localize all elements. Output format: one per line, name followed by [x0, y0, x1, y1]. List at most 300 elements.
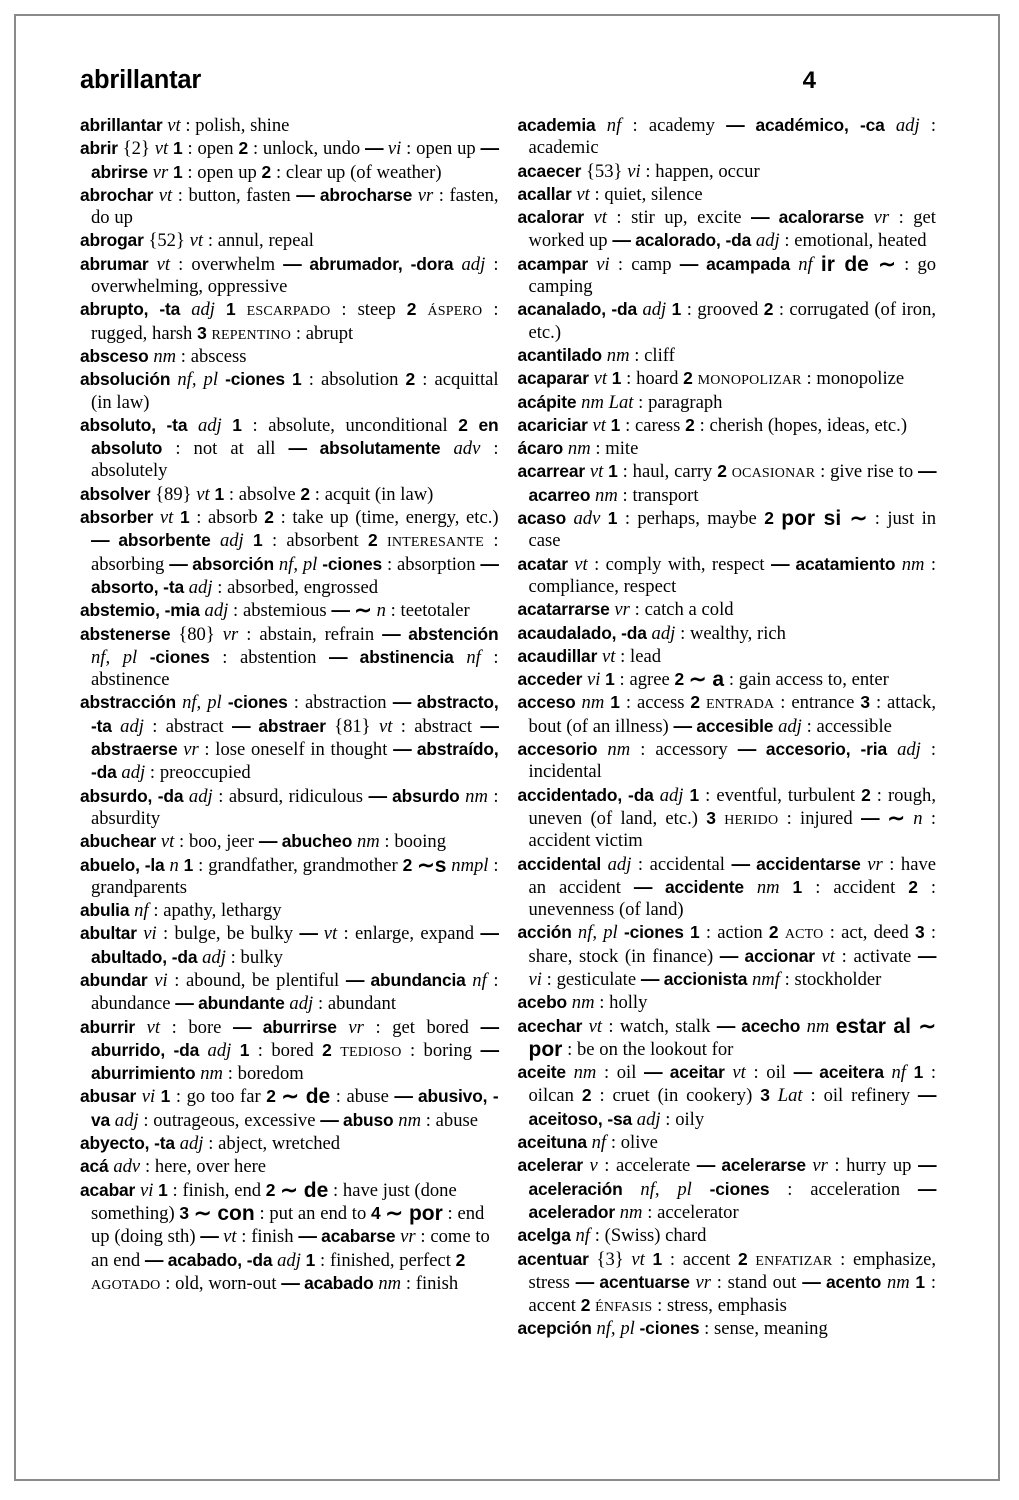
entry-token-num: 2	[264, 507, 274, 528]
entry-token-hw: acariciar	[517, 414, 588, 435]
entry-token-num: 2	[764, 508, 774, 529]
entry-token-plain: : gesticulate	[546, 968, 637, 990]
entry-token-pos: n	[913, 807, 923, 829]
entry-token-num: 2	[717, 461, 727, 482]
entry-token-plain: : stress, emphasis	[657, 1295, 787, 1317]
entry-token-hw: abrumador, -dora	[309, 253, 454, 274]
entry-token-pos: nm	[581, 692, 605, 714]
entry-token-hw: abrumar	[80, 253, 149, 274]
dictionary-entry[interactable]	[518, 691, 937, 738]
entry-token-plain: : camp	[617, 253, 672, 275]
dictionary-entry[interactable]	[518, 114, 937, 160]
entry-token-hw: acantilado	[517, 344, 603, 365]
entry-token-pos: nf, pl	[596, 1318, 635, 1340]
dictionary-entry[interactable]	[518, 367, 937, 390]
entry-token-plain: : compliance, respect	[528, 553, 937, 597]
entry-token-dash: —	[175, 992, 194, 1014]
dictionary-column-right	[518, 114, 937, 1341]
entry-token-plain: : open up	[406, 138, 476, 160]
entry-token-pos: nm	[398, 1109, 421, 1131]
entry-token-swungbold: ∼ de	[281, 1085, 331, 1109]
entry-token-num: 1	[605, 669, 615, 690]
entry-token-swung: ∼	[354, 599, 372, 623]
dictionary-entry[interactable]	[80, 623, 499, 692]
entry-token-hw: absurdo, -da	[80, 785, 184, 806]
entry-token-conj: {52}	[148, 230, 185, 252]
dictionary-entry[interactable]	[80, 854, 499, 900]
entry-token-plain: : grandparents	[91, 854, 499, 898]
entry-token-dash: —	[917, 1177, 937, 1199]
dictionary-entry[interactable]	[518, 1131, 937, 1154]
entry-token-pos: vt	[588, 1015, 602, 1037]
entry-token-pos: vt	[592, 414, 606, 436]
entry-token-swungbold: estar al ∼ por	[528, 1014, 937, 1061]
entry-token-sc: herido	[724, 807, 779, 829]
entry-token-dash: —	[480, 137, 499, 159]
dictionary-entry[interactable]	[80, 506, 499, 599]
entry-token-plain: : teetotaler	[390, 600, 470, 622]
entry-token-hw: aceituna	[517, 1132, 587, 1153]
entry-token-plain: : unevenness (of land)	[528, 876, 937, 921]
dictionary-entry[interactable]	[518, 1154, 937, 1224]
dictionary-entry[interactable]	[80, 899, 499, 922]
entry-token-hw: -ciones	[709, 1178, 770, 1199]
entry-token-num: 2	[690, 692, 701, 713]
entry-token-hw: ácaro	[517, 438, 564, 459]
entry-token-pos: adj	[778, 715, 802, 737]
entry-token-hw: acelerarse	[721, 1155, 806, 1176]
entry-token-pos: adj	[607, 853, 632, 875]
entry-token-sc: monopolizar	[697, 368, 802, 390]
entry-token-pos: adj	[659, 784, 684, 806]
entry-token-plain: : accessory	[640, 739, 728, 761]
entry-token-hw: abuelo, -la	[80, 854, 165, 875]
entry-token-plain: : abject, wretched	[208, 1133, 341, 1155]
entry-token-plain: : oil	[753, 1062, 786, 1084]
entry-token-pos: nf	[798, 253, 813, 275]
entry-token-pos: nm	[573, 1062, 597, 1084]
entry-token-dash: —	[917, 1084, 937, 1106]
entry-token-pos: vi	[596, 253, 610, 275]
entry-token-plain: : abrupt	[295, 322, 354, 344]
entry-token-pos: vi	[586, 669, 601, 691]
entry-token-pos: n	[169, 854, 179, 876]
entry-token-plain: : eventful, turbulent	[705, 784, 856, 806]
entry-token-plain: : accelerator	[647, 1201, 739, 1223]
entry-token-num: 2	[455, 1249, 466, 1270]
entry-token-plain: : comply with, respect	[594, 553, 765, 575]
entry-token-pos: vt	[158, 184, 173, 206]
entry-token-plain: : outrageous, excessive	[143, 1109, 316, 1131]
dictionary-entry[interactable]	[518, 668, 937, 691]
entry-token-num: 1	[690, 922, 700, 943]
dictionary-entry[interactable]	[518, 391, 937, 414]
entry-token-plain: : finished, perfect	[320, 1249, 451, 1271]
entry-token-pos: nf	[575, 1225, 590, 1247]
entry-token-plain: : transport	[622, 484, 699, 506]
dictionary-entry[interactable]	[80, 483, 499, 506]
entry-token-dash: —	[737, 738, 756, 760]
entry-token-hw: acabar	[80, 1179, 136, 1200]
entry-token-hw: académico, -ca	[755, 115, 885, 135]
entry-token-hw: abusar	[80, 1086, 137, 1107]
entry-token-dash: —	[480, 1015, 499, 1037]
entry-token-hw: abusivo, -va	[91, 1086, 499, 1130]
entry-token-plain: : absorb	[196, 507, 258, 529]
entry-token-hw: accidental	[517, 853, 602, 874]
entry-token-num: 1	[915, 1271, 926, 1292]
entry-token-hw: abundar	[80, 969, 148, 990]
entry-token-dash: —	[716, 1014, 735, 1036]
entry-token-plain: : oil refinery	[810, 1085, 910, 1107]
dictionary-entry[interactable]	[518, 183, 937, 206]
dictionary-entry[interactable]	[80, 298, 499, 345]
entry-token-hw: acabado	[304, 1272, 374, 1293]
entry-token-hw: acechar	[517, 1015, 583, 1036]
entry-token-sc: interesante	[386, 530, 485, 552]
entry-token-swungbold: ∼s	[417, 853, 447, 877]
entry-token-plain: : stir up, excite	[616, 207, 742, 229]
dictionary-entry[interactable]	[518, 1317, 937, 1340]
entry-token-swung: ∼	[887, 806, 905, 830]
entry-token-plain: : abstract	[400, 715, 473, 737]
entry-token-hw: acaparar	[517, 368, 589, 389]
entry-token-swungbold: ∼ a	[688, 668, 725, 692]
dictionary-entry[interactable]	[518, 160, 937, 183]
entry-token-num: 4	[371, 1202, 381, 1223]
entry-token-pos: vt	[576, 183, 590, 205]
entry-token-hw: academia	[517, 115, 596, 135]
entry-token-pos: v	[589, 1155, 598, 1177]
entry-token-pos: nf	[472, 969, 487, 991]
entry-token-plain: : cruet (in cookery)	[599, 1085, 753, 1107]
entry-token-num: 2	[261, 161, 272, 182]
entry-token-num: 2	[405, 369, 416, 390]
entry-token-sc: enfatizar	[755, 1248, 833, 1270]
entry-token-plain: : abstain, refrain	[246, 623, 375, 645]
entry-token-plain: : bulky	[230, 946, 283, 968]
entry-token-pos: vi	[528, 968, 542, 990]
entry-token-plain: : grandfather, grandmother	[198, 854, 398, 876]
entry-token-dash: —	[612, 229, 631, 251]
entry-token-plain: : stand out	[716, 1271, 797, 1293]
entry-token-num: 2	[580, 1295, 591, 1316]
dictionary-entry[interactable]	[518, 1248, 937, 1318]
entry-token-plain: : act, deed	[829, 922, 909, 944]
dictionary-entry[interactable]	[518, 344, 937, 367]
entry-token-pos: nm	[567, 438, 591, 460]
dictionary-entry[interactable]	[518, 784, 937, 853]
entry-token-dash: —	[731, 852, 750, 874]
entry-token-plain: : lead	[620, 645, 662, 667]
entry-token-num: 3	[914, 922, 925, 943]
entry-token-num: 2	[581, 1085, 592, 1106]
entry-token-dash: —	[328, 645, 348, 667]
entry-token-num: 2	[300, 483, 311, 504]
entry-token-pos: vr	[873, 207, 890, 229]
entry-token-plain: : oily	[665, 1108, 705, 1130]
entry-token-pos: vt	[196, 483, 210, 505]
dictionary-entry[interactable]	[80, 1016, 499, 1086]
entry-token-dash: —	[917, 944, 936, 966]
entry-token-plain: : sense, meaning	[704, 1318, 828, 1340]
entry-token-plain: : overwhelming, oppressive	[91, 253, 499, 298]
dictionary-entry[interactable]	[518, 645, 937, 668]
entry-token-num: 3	[860, 692, 870, 713]
entry-token-plain: : overwhelm	[178, 253, 276, 275]
entry-token-pos: vt	[189, 230, 204, 252]
entry-token-hw: acarreo	[528, 484, 591, 505]
entry-token-dash: —	[861, 806, 880, 828]
entry-token-pos: adj	[461, 253, 486, 275]
entry-token-plain: : gain access to, enter	[728, 669, 889, 691]
dictionary-entry[interactable]	[518, 738, 937, 784]
running-head-word: abrillantar	[80, 66, 202, 94]
entry-token-dash: —	[480, 922, 499, 944]
entry-token-pos: nm	[886, 1271, 910, 1293]
entry-token-hw: acción	[517, 922, 572, 943]
entry-token-hw: absolver	[80, 483, 151, 504]
entry-token-pos: vr	[417, 184, 434, 206]
entry-token-hw: acaecer	[517, 160, 582, 181]
entry-token-plain: : just in case	[528, 508, 937, 552]
entry-token-num: 1	[225, 299, 236, 320]
entry-token-pos: adj	[895, 115, 920, 136]
entry-token-num: 1	[160, 1086, 171, 1107]
entry-token-pos: vt	[821, 945, 835, 967]
dictionary-entry[interactable]	[80, 345, 499, 368]
dictionary-entry[interactable]	[80, 830, 499, 853]
entry-token-num: 1	[183, 854, 194, 875]
entry-token-pos: vi	[141, 1086, 156, 1108]
entry-token-pos: vi	[627, 160, 641, 182]
entry-token-pos: vt	[160, 831, 175, 853]
entry-token-hw: abrupto, -ta	[80, 299, 181, 320]
dictionary-entry[interactable]	[518, 1061, 937, 1131]
entry-token-plain: : preoccupied	[149, 762, 251, 784]
dictionary-entry[interactable]	[518, 853, 937, 922]
entry-token-hw: -ciones	[623, 922, 684, 943]
dictionary-entry[interactable]	[80, 969, 499, 1016]
entry-token-pos: adj	[897, 739, 921, 761]
entry-token-hw: acaudalado, -da	[517, 622, 647, 643]
entry-token-hw: abstemio, -mia	[80, 600, 200, 621]
entry-token-num: 1	[611, 368, 622, 389]
dictionary-entry[interactable]	[80, 114, 499, 137]
entry-token-dash: —	[258, 830, 277, 852]
entry-token-plain: : academy	[632, 115, 715, 136]
entry-token-hw: acabado, -da	[167, 1249, 273, 1270]
entry-token-num: 2	[458, 414, 468, 435]
entry-token-num: 2	[322, 1039, 332, 1060]
entry-token-pos: vt	[589, 461, 604, 483]
entry-token-hw: aceleración	[528, 1178, 623, 1199]
entry-token-pos: vt	[378, 715, 393, 737]
entry-token-plain: : open up	[187, 161, 257, 183]
entry-token-pos: nm	[200, 1063, 223, 1085]
entry-token-num: 2	[406, 299, 417, 320]
entry-token-pos: vr	[222, 623, 239, 645]
dictionary-entry[interactable]	[518, 507, 937, 553]
dictionary-entry[interactable]	[80, 1155, 499, 1178]
entry-token-conj: {3}	[596, 1248, 624, 1270]
entry-token-num: 2	[368, 530, 378, 551]
dictionary-entry[interactable]	[80, 137, 499, 184]
entry-token-hw: abrir	[80, 138, 118, 159]
entry-token-pos: nm	[619, 1201, 643, 1223]
dictionary-entry[interactable]	[518, 460, 937, 507]
entry-token-plain: : cliff	[634, 344, 675, 366]
entry-token-pos: adj	[289, 993, 314, 1015]
dictionary-entry[interactable]	[518, 1224, 937, 1247]
entry-token-dash: —	[200, 1225, 219, 1247]
entry-token-conj: {89}	[155, 483, 192, 505]
entry-token-hw: aceitar	[669, 1062, 725, 1083]
entry-token-plain: : oilcan	[528, 1062, 937, 1107]
entry-token-pos: adj	[197, 414, 222, 436]
entry-token-hw: abstinencia	[359, 646, 454, 667]
dictionary-entry[interactable]	[518, 298, 937, 344]
entry-token-pos: vi	[139, 1179, 154, 1201]
entry-token-hw: acampada	[706, 253, 790, 274]
entry-token-dash: —	[91, 529, 110, 551]
entry-token-plain: : olive	[610, 1132, 658, 1154]
entry-token-pos: vt	[156, 253, 171, 275]
entry-token-dash: —	[296, 183, 315, 205]
entry-token-hw: acatamiento	[795, 553, 896, 574]
entry-token-dash: —	[770, 552, 790, 574]
entry-token-hw: abyecto, -ta	[80, 1133, 175, 1154]
entry-token-plain: : boredom	[227, 1063, 304, 1085]
entry-token-hw: acallar	[517, 183, 572, 204]
entry-token-pos: nmpl	[451, 854, 489, 876]
entry-token-hw: absolutamente	[319, 438, 441, 459]
entry-token-pos: adj	[114, 1109, 139, 1131]
entry-token-num: 2	[238, 138, 249, 159]
entry-token-pos: adj	[204, 600, 229, 622]
entry-token-pos: adj	[651, 622, 676, 644]
entry-token-dash: —	[281, 1271, 300, 1293]
entry-token-dash: —	[480, 1038, 499, 1060]
entry-token-plain: : unlock, undo	[252, 138, 361, 160]
entry-token-hw: acepción	[517, 1318, 592, 1339]
entry-token-plain: : go camping	[528, 253, 937, 298]
entry-token-dash: —	[298, 1225, 317, 1247]
entry-token-pos: nm	[356, 831, 380, 853]
entry-token-plain: : haul, carry	[622, 461, 713, 483]
dictionary-entry[interactable]	[518, 553, 937, 599]
dictionary-entry[interactable]	[518, 206, 937, 253]
entry-token-hw: accidente	[664, 876, 744, 897]
dictionary-entry[interactable]	[80, 1085, 499, 1132]
entry-token-plain: : get bored	[375, 1016, 469, 1038]
dictionary-entry[interactable]	[518, 1015, 937, 1062]
entry-token-plain: : polish, shine	[185, 115, 290, 136]
entry-token-plain: : boo, jeer	[179, 831, 255, 853]
entry-token-pos: vr	[183, 739, 199, 761]
entry-token-plain: : abstinence	[91, 646, 499, 691]
dictionary-entry[interactable]	[518, 253, 937, 299]
entry-token-hw: absorber	[80, 507, 154, 528]
entry-token-num: 3	[706, 807, 716, 828]
dictionary-entry[interactable]	[518, 437, 937, 460]
entry-token-hw: abstracción	[80, 692, 176, 713]
dictionary-entry[interactable]	[518, 622, 937, 645]
dictionary-entry[interactable]	[518, 598, 937, 621]
entry-token-hw: aburrirse	[262, 1016, 337, 1037]
dictionary-entry[interactable]	[518, 414, 937, 437]
dictionary-entry[interactable]	[80, 785, 499, 831]
entry-token-plain: : booing	[384, 831, 446, 853]
entry-token-dash: —	[917, 460, 937, 482]
dictionary-entry[interactable]	[80, 414, 499, 483]
entry-token-pos: vt	[574, 553, 588, 575]
entry-token-plain: : caress	[625, 414, 681, 436]
entry-token-hw: abundancia	[370, 969, 466, 990]
dictionary-entry[interactable]	[518, 991, 937, 1014]
entry-token-dash: —	[392, 691, 411, 713]
entry-token-num: 2	[266, 1086, 276, 1107]
entry-token-plain: : bored	[257, 1039, 314, 1061]
entry-token-pos: nmf	[752, 968, 780, 990]
entry-token-dash: —	[575, 1270, 594, 1292]
dictionary-entry[interactable]	[80, 1132, 499, 1155]
entry-token-hw: aceitera	[819, 1062, 884, 1083]
entry-token-hw: acebo	[517, 992, 568, 1013]
entry-token-hw: accesorio	[517, 739, 598, 760]
entry-token-pos: vr	[348, 1016, 364, 1038]
entry-token-plain: : abuse	[425, 1109, 478, 1131]
dictionary-entry[interactable]	[80, 922, 499, 969]
dictionary-entry[interactable]	[80, 253, 499, 299]
entry-token-dash: —	[320, 1108, 339, 1130]
entry-token-num: 1	[607, 508, 618, 529]
dictionary-entry[interactable]	[80, 184, 499, 230]
entry-token-plain: : end up (doing sth)	[91, 1202, 485, 1248]
entry-token-dash: —	[233, 1015, 252, 1037]
entry-token-swungbold: ∼ por	[385, 1201, 443, 1225]
entry-token-pos: adj	[191, 299, 215, 321]
entry-token-hw: abuchear	[80, 831, 157, 852]
entry-token-plain: : abstract	[152, 715, 224, 737]
entry-token-hw: abultado, -da	[91, 946, 198, 967]
entry-token-plain: : abuse	[335, 1086, 389, 1108]
entry-token-plain: : happen, occur	[645, 160, 760, 182]
entry-token-pos: nm Lat	[581, 391, 634, 413]
entry-token-num: 2	[738, 1248, 748, 1269]
entry-token-num: 2	[861, 784, 871, 805]
entry-token-hw: absorto, -ta	[91, 576, 184, 597]
entry-token-plain: : give rise to	[820, 461, 914, 483]
dictionary-entry[interactable]	[80, 368, 499, 414]
entry-token-pos: nf, pl	[177, 369, 219, 391]
dictionary-entry[interactable]	[80, 229, 499, 252]
entry-token-sc: ocasionar	[731, 461, 816, 483]
dictionary-entry[interactable]	[80, 1179, 499, 1295]
entry-token-num: 2	[763, 299, 774, 320]
entry-token-plain: : absolute, unconditional	[252, 414, 448, 436]
entry-token-num: 1	[179, 507, 190, 528]
entry-token-pos: vr	[152, 161, 169, 183]
dictionary-entry[interactable]	[518, 921, 937, 991]
dictionary-entry[interactable]	[80, 599, 499, 622]
entry-token-pos: nf, pl	[91, 646, 138, 668]
entry-token-plain: : accessible	[806, 715, 892, 737]
entry-token-plain: : absolution	[308, 369, 399, 391]
entry-token-plain: : accident victim	[528, 807, 937, 852]
dictionary-entry[interactable]	[80, 691, 499, 784]
entry-token-plain: : share, stock (in finance)	[528, 922, 936, 967]
